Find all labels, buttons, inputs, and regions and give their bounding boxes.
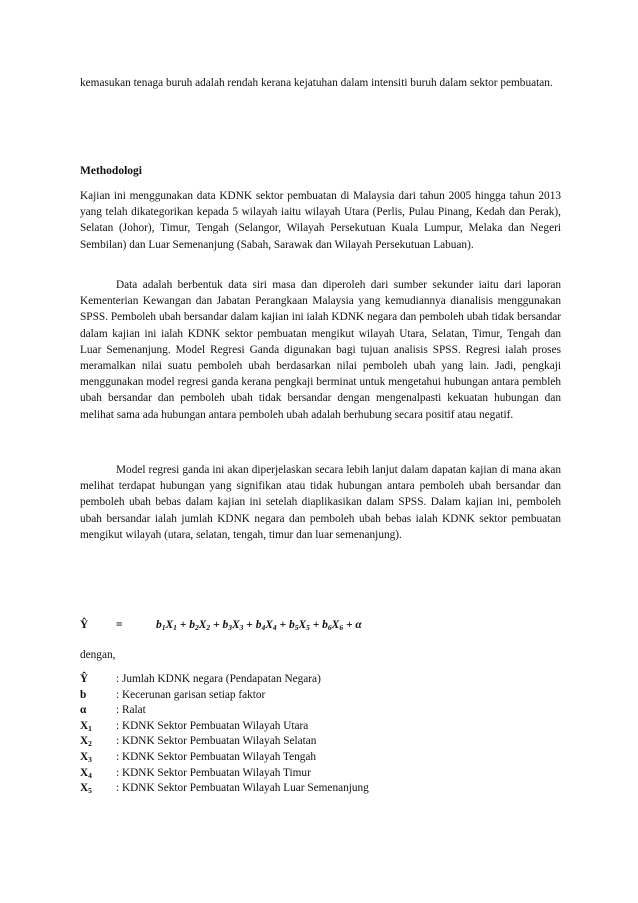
definition-list (80, 672, 561, 797)
definition-row (80, 734, 561, 750)
term-variable: X (331, 619, 340, 631)
definition-row (80, 703, 561, 719)
definition-symbol-main: b (80, 688, 87, 701)
equation-rhs (156, 617, 362, 633)
definition-symbol-main: X (80, 735, 89, 748)
definition-text: : Kecerunan garisan setiap faktor (116, 688, 266, 701)
term-separator: + (309, 619, 323, 631)
section-heading: Methodologi (80, 165, 142, 177)
definition-symbol (80, 750, 116, 766)
term-coefficient-subscript: 3 (228, 623, 232, 632)
equation-term (289, 619, 322, 631)
term-variable-subscript: 2 (206, 623, 211, 632)
term-variable-subscript: 3 (239, 623, 244, 632)
intro-paragraph: kemasukan tenaga buruh adalah rendah kerana kejatuhan dalam intensiti buruh dalam sektor pembuatan. (80, 77, 553, 89)
where-label: dengan, (80, 649, 116, 661)
definition-row (80, 719, 561, 735)
term-variable: X (265, 619, 273, 631)
definition-symbol (80, 703, 116, 719)
definition-symbol (80, 719, 116, 735)
term-variable-subscript: 5 (306, 623, 310, 632)
term-coefficient-subscript: 1 (161, 623, 166, 632)
definition-symbol-main: X (80, 750, 89, 763)
term-separator: + (276, 619, 289, 631)
term-variable: X (231, 619, 240, 631)
term-coefficient-subscript: 6 (327, 623, 332, 632)
definition-symbol (80, 781, 116, 797)
methodology-paragraph-2: Data adalah berbentuk data siri masa dan diperoleh dari sumber sekunder iaitu dari laporan Kementerian Kewangan dan Jabatan Perangkaan Malaysia yang kemudiannya dianalisis menggunakan SPSS. Pemboleh ubah bersandar dalam kajian ini ialah KDNK negara dan pemboleh ubah tidak bersandar dalam kajian ini ialah KDNK sektor pembuatan mengikut wilayah Utara, Selatan, Timur, Tengah dan Luar Semenanjung. Model Regresi Ganda digunakan bagi tujuan analisis SPSS. Regresi ialah proses meramalkan nilai suatu pemboleh ubah berdasarkan nilai pemboleh ubah yang lain. Jadi, pengkaji menggunakan model regresi ganda kerana pengkaji berminat untuk mengetahui hubungan antara pembleh ubah bersandar dan pemboleh ubah tidak bersandar dengan mengenalpasti kekuatan hubungan dan melihat sama ada hubungan antara pemboleh ubah adalah berhubung secara positif atau negatif. (80, 279, 561, 421)
definition-symbol-subscript: 2 (88, 739, 92, 749)
definition-row (80, 781, 561, 797)
definition-symbol (80, 734, 116, 750)
equation-term (256, 619, 289, 631)
term-variable-subscript: 6 (339, 623, 344, 632)
term-coefficient: b (156, 619, 162, 631)
definition-symbol-main: X (80, 782, 89, 795)
definition-row (80, 688, 561, 704)
definition-symbol-subscript: 5 (88, 786, 92, 796)
methodology-paragraph-3: Model regresi ganda ini akan diperjelaskan secara lebih lanjut dalam dapatan kajian di mana akan melihat terdapat hubungan yang signifikan atau tidak hubungan antara pemboleh ubah bersandar dan pemboleh ubah bebas dalam kajian ini setelah diaplikasikan dalam SPSS. Dalam kajian ini, pemboleh ubah bersandar ialah jumlah KDNK negara dan pemboleh ubah bebas ialah KDNK sektor pembuatan mengikut wilayah (utara, selatan, tengah, timur dan luar semenanjung). (80, 464, 561, 541)
term-coefficient-subscript: 4 (261, 623, 266, 632)
equation-lhs: Ŷ (80, 619, 89, 631)
definition-symbol (80, 672, 116, 688)
definition-text: : Jumlah KDNK negara (Pendapatan Negara) (116, 673, 321, 685)
term-variable: X (165, 619, 174, 631)
term-variable-subscript: 4 (272, 623, 277, 632)
definition-symbol (80, 688, 116, 704)
definition-symbol-main: X (80, 719, 89, 732)
definition-symbol-subscript: 4 (88, 770, 92, 780)
definition-symbol-main: X (80, 766, 89, 779)
term-variable: X (298, 619, 307, 631)
definition-symbol-main: Ŷ (80, 673, 89, 685)
equation-term (222, 619, 255, 631)
equation-term (322, 619, 355, 631)
definition-text: : KDNK Sektor Pembuatan Wilayah Utara (116, 719, 309, 732)
definition-text: : KDNK Sektor Pembuatan Wilayah Selatan (116, 735, 317, 748)
equation-term (156, 619, 189, 631)
term-separator: + (176, 619, 190, 631)
term-variable-subscript: 1 (173, 623, 177, 632)
term-coefficient: b (288, 619, 295, 631)
term-coefficient-subscript: 5 (294, 623, 299, 632)
equation-constant: α (355, 619, 362, 631)
definition-row (80, 750, 561, 766)
term-separator: + (210, 619, 223, 631)
definition-text: : KDNK Sektor Pembuatan Wilayah Luar Semenanjung (116, 782, 369, 795)
equation-equals: = (116, 619, 123, 631)
definition-text: : KDNK Sektor Pembuatan Wilayah Timur (116, 766, 311, 779)
term-coefficient-subscript: 2 (194, 623, 199, 632)
term-variable: X (198, 619, 207, 631)
definition-symbol-subscript: 3 (88, 754, 92, 764)
term-coefficient: b (189, 619, 195, 631)
definition-row (80, 766, 561, 782)
definition-symbol-main: α (80, 704, 87, 717)
definition-symbol (80, 766, 116, 782)
definition-row (80, 672, 561, 688)
term-coefficient: b (255, 619, 262, 631)
term-separator: + (343, 619, 356, 631)
methodology-paragraph-1: Kajian ini menggunakan data KDNK sektor pembuatan di Malaysia dari tahun 2005 hingga tahun 2013 yang telah dikategorikan kepada 5 wilayah iaitu wilayah Utara (Perlis, Pulau Pinang, Kedah dan Perak), Selatan (Johor), Timur, Tengah (Selangor, Wilayah Persekutuan Kuala Lumpur, Melaka dan Negeri Sembilan) dan Luar Semenanjung (Sabah, Sarawak dan Wilayah Persekutuan Labuan). (80, 190, 561, 251)
term-coefficient: b (222, 619, 229, 631)
definition-text: : KDNK Sektor Pembuatan Wilayah Tengah (116, 750, 317, 763)
term-separator: + (243, 619, 256, 631)
definition-symbol-subscript: 1 (88, 723, 92, 733)
equation-term (189, 619, 222, 631)
term-coefficient: b (322, 619, 328, 631)
definition-text: : Ralat (116, 704, 146, 717)
